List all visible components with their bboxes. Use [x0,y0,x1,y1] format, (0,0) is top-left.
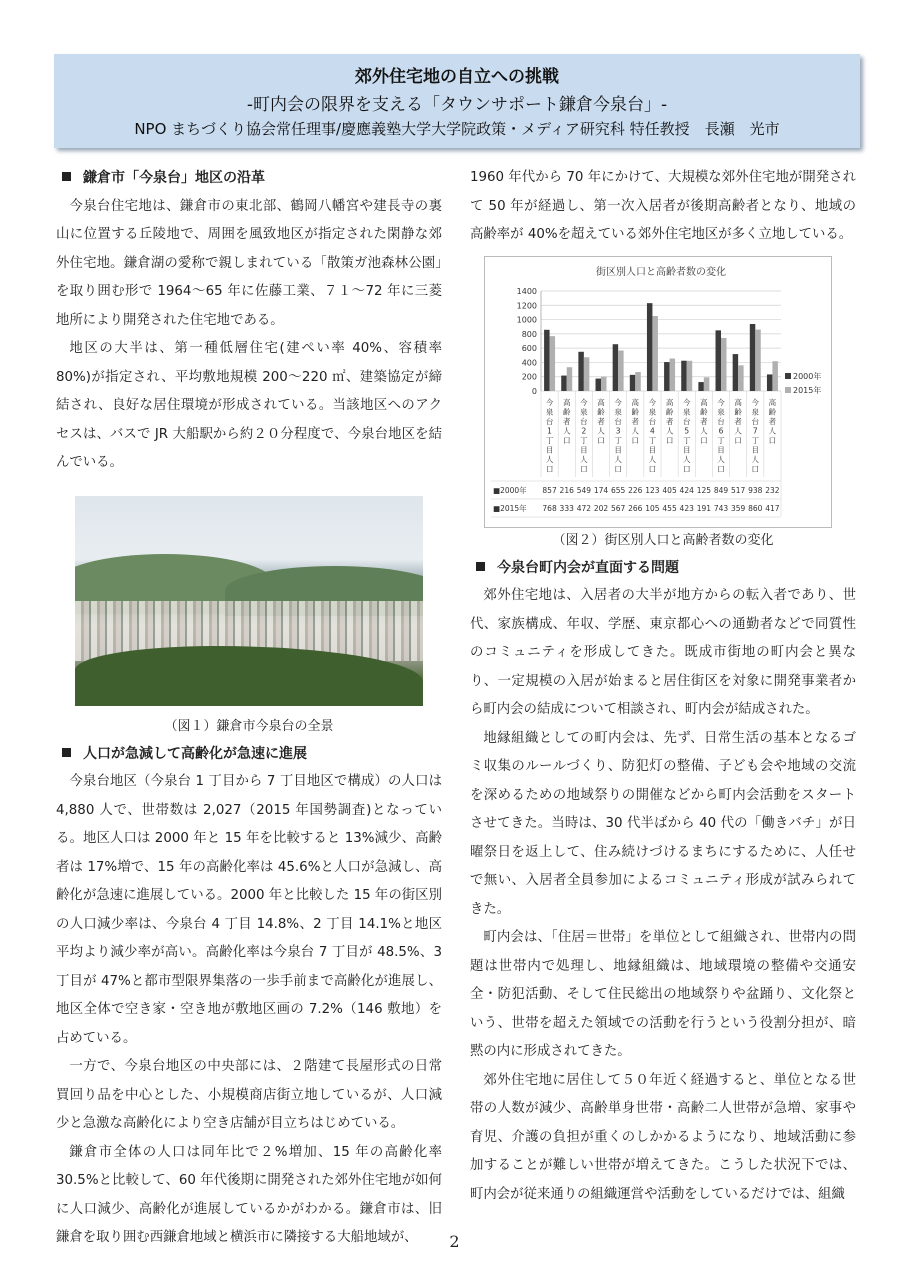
section-heading: 鎌倉市「今泉台」地区の沿革 [56,164,442,193]
square-bullet-icon [62,748,71,757]
data-label: 743 [713,503,729,513]
data-label: 655 [610,485,626,495]
y-tick-label: 1400 [516,286,537,296]
population-chart [484,256,832,528]
section-heading: 人口が急減して高齢化が急速に進展 [56,740,442,769]
bar-2015 [755,329,760,390]
bar-2000 [596,378,601,390]
data-label: 567 [610,503,626,513]
x-tick-label: 高齢者人口 [734,397,742,445]
x-tick-label: 今泉台 5 丁目人口 [682,397,691,473]
town-photo [75,496,423,706]
data-label: 517 [730,485,746,495]
data-label: 423 [679,503,694,513]
legend-entry: 2000年 [793,371,822,381]
y-tick-label: 800 [521,329,537,339]
paragraph: 郊外住宅地に居住して５０年近く経過すると、単位となる世帯の人数が減少、高齢単身世帯・高齢二人世帯が急増、家事や育児、介護の負担が重くのしかかるようになり、地域活動に参加することが難しい世帯が増えてきた。こうした状況下では、町内会が従来通りの組織運営や活動をしているだけでは、組織 [470,1072,856,1202]
article-header [54,54,860,148]
y-tick-label: 400 [521,357,537,367]
bar-2000 [716,330,721,391]
bar-2015 [772,361,777,391]
data-label: 232 [765,485,780,495]
x-tick-label: 今泉台 4 丁目人口 [648,397,657,473]
bar-2015 [704,377,709,391]
paragraph: 一方で、今泉台地区の中央部には、２階建て長屋形式の日常買回り品を中心とした、小規模商店街立地しているが、人口減少と急激な高齢化により空き店舗が目立ちはじめている。 [56,1059,442,1131]
data-label: 202 [593,503,609,513]
data-label: 472 [576,503,592,513]
square-bullet-icon [476,562,485,571]
x-tick-label: 今泉台 3 丁目人口 [614,397,622,473]
bar-2015 [550,336,555,391]
bar-2000 [681,360,686,390]
bar-2000 [767,374,772,391]
x-tick-label: 高齢者人口 [665,397,674,445]
data-label: 226 [628,485,643,495]
bar-2015 [670,358,675,391]
data-label: 860 [748,503,763,513]
data-label: 333 [559,503,574,513]
data-label: 174 [593,485,609,495]
x-tick-label: 高齢者人口 [562,397,571,445]
legend-swatch [785,373,791,379]
x-tick-label: 今泉台 2 丁目人口 [580,397,588,473]
data-label: 938 [748,485,763,495]
x-tick-label: 高齢者人口 [768,397,777,445]
bar-2000 [733,354,738,391]
section-heading: 今泉台町内会が直面する問題 [470,554,856,583]
data-label: 266 [628,503,643,513]
paragraph: 地縁組織としての町内会は、先ず、日常生活の基本となるゴミ収集のルールづくり、防犯灯の整備、子ども会や地域の交流を深めるための地域祭りの開催などから町内会活動をスタートさせてきた。当時は、30 代半ばから 40 代の「働きバチ」が日曜祭日を返上して、住み続けづけるまちにするために、人任せで無い、入居者全員参加によるコミュニティ形成が試みられてきた。 [470,730,856,917]
paragraph: 郊外住宅地は、入居者の大半が地方からの転入者であり、世代、家族構成、年収、学歴、東京都心への通勤者などで同質性のコミュニティを形成してきた。既成市街地の町内会と異なり、一定規模の入居が始まると居住街区を対象に開発事業者から町内会の結成について相談され、町内会が結成された。 [470,588,856,717]
data-label: 549 [576,485,592,495]
paragraph: 町内会は、「住居＝世帯」を単位として組織され、世帯内の問題は世帯内で処理し、地縁組織は、地域環境の整備や交通安全・防犯活動、そして住民総出の地域祭りや盆踊り、文化祭という、世帯を超えた領域での活動を行うという役割分担が、暗黙の内に形成されてきた。 [470,930,856,1059]
paragraph: 地区の大半は、第一種低層住宅(建ぺい率 40%、容積率 80%)が指定され、平均敷地規模 200～220 ㎡、建築協定が締結され、良好な居住環境が形成されている。当該地区へのアクセスは、バスで JR 大船駅から約２０分程度で、今泉台地区を結んでいる。 [56,341,442,470]
left-column [56,164,442,1253]
table-row-header: ■2000年 [493,485,527,495]
bar-2015 [567,367,572,391]
chart-title: 街区別人口と高齢者数の変化 [596,266,726,278]
bar-2000 [544,329,549,390]
bar-2000 [613,344,618,391]
right-column [470,164,856,1209]
x-tick-label: 高齢者人口 [631,397,640,445]
chart-caption: （図２）街区別人口と高齢者数の変化 [552,532,774,548]
data-label: 216 [559,485,574,495]
data-label: 123 [645,485,660,495]
x-tick-label: 高齢者人口 [597,397,605,445]
data-label: 125 [696,485,712,495]
paragraph: 今泉台地区（今泉台 1 丁目から 7 丁目地区で構成）の人口は 4,880 人で、世帯数は 2,027（2015 年国勢調査)となっている。地区人口は 2000 年と 15 年を比較すると 13%減少、高齢者は 17%増で、15 年の高齢化率は 45.6%と人口が急減し、高齢化が急速に進展している。2000 年と比較した 15 年の街区別の人口減少率は、今泉台 4 丁目 14.8%、2 丁目 14.1%と地区平均より減少率が高い。高齢化率は今泉台 7 丁目が 48.5%、3 丁目が 47%と都市型限界集落の一歩手前まで高齢化が進展し、地区全体で空き家・空き地が敷地区画の 7.2%（146 敷地）を占めている。 [56,774,442,1046]
article-subtitle: -町内会の限界を支える「タウンサポート鎌倉今泉台」- [246,95,668,115]
y-tick-label: 1000 [516,315,537,325]
data-label: 405 [662,485,677,495]
legend-swatch [785,387,791,393]
photo-caption: （図１）鎌倉市今泉台の全景 [164,718,334,734]
paragraph: 今泉台住宅地は、鎌倉市の東北部、鶴岡八幡宮や建長寺の裏山に位置する丘陵地で、周囲を風致地区が指定された閑静な郊外住宅地。鎌倉湖の愛称で親しまれている「散策ガ池森林公園」を取り囲む形で 1964～65 年に佐藤工業、７１～72 年に三菱地所により開発された住宅地である。 [56,198,442,328]
paragraph: 1960 年代から 70 年にかけて、大規模な郊外住宅地が開発されて 50 年が経過し、第一次入居者が後期高齢者となり、地域の高齢率が 40%を超えている郊外住宅地区が多く立地している。 [470,170,856,242]
bar-2000 [647,303,652,391]
bar-2015 [652,316,657,391]
bar-2000 [750,324,755,391]
chart-svg [485,257,831,527]
square-bullet-icon [62,172,71,181]
paragraph: 鎌倉市全体の人口は同年比で２%増加、15 年の高齢化率 30.5%と比較して、60 年代後期に開発された郊外住宅地が如何に人口減少、高齢化が進展しているかがわかる。鎌倉市は、旧鎌倉を取り囲む西鎌倉地域と横浜市に隣接する大船地域が、 [56,1144,442,1245]
bar-2000 [698,382,703,391]
bar-2015 [601,376,606,390]
y-tick-label: 200 [521,372,537,382]
y-tick-label: 600 [521,343,537,353]
bar-2000 [664,362,669,391]
bar-2000 [578,351,583,390]
data-label: 424 [679,485,694,495]
table-row-header: ■2015年 [493,503,527,513]
data-label: 768 [542,503,557,513]
data-label: 849 [713,485,729,495]
data-label: 359 [730,503,746,513]
data-label: 857 [542,485,557,495]
bar-2015 [635,372,640,391]
data-label: 417 [765,503,780,513]
x-tick-label: 高齢者人口 [700,397,708,445]
x-tick-label: 今泉台 7 丁目人口 [751,397,760,473]
legend-entry: 2015年 [793,385,822,395]
bar-2015 [721,337,726,390]
y-tick-label: 0 [531,386,537,396]
bar-2015 [584,357,589,391]
x-tick-label: 今泉台 1 丁目人口 [545,397,554,473]
page-number: 2 [449,1232,460,1251]
bar-2015 [687,360,692,390]
data-label: 191 [696,503,712,513]
article-author: NPO まちづくり協会常任理事/慶應義塾大学大学院政策・メディア研究科 特任教授 長瀬 光市 [134,120,780,138]
data-label: 105 [645,503,660,513]
y-tick-label: 1200 [516,300,537,310]
bar-2015 [618,350,623,391]
article-title: 郊外住宅地の自立への挑戦 [355,67,559,87]
bar-2015 [738,365,743,391]
data-label: 455 [662,503,677,513]
bar-2000 [630,374,635,390]
x-tick-label: 今泉台 6 丁目人口 [717,397,725,473]
bar-2000 [561,375,566,390]
